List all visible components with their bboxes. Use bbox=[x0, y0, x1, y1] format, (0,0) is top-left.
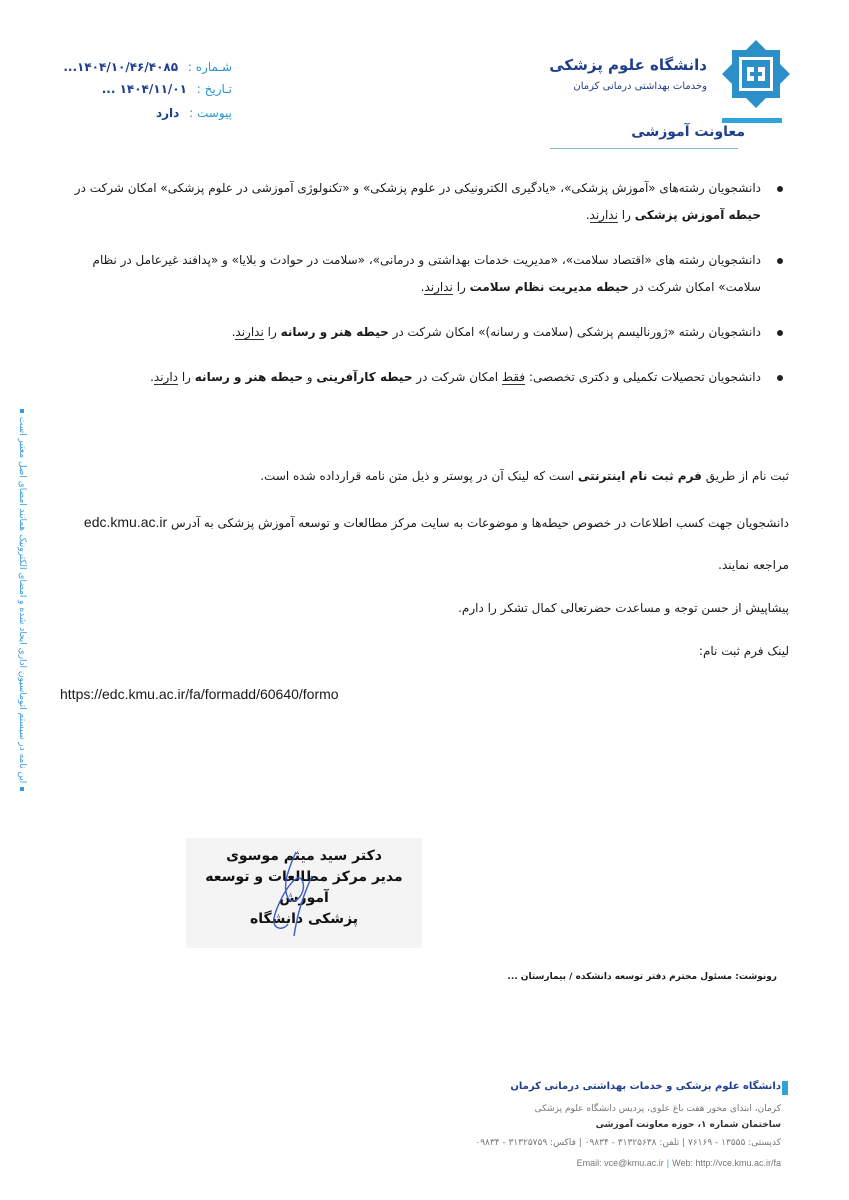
bullet-text: . bbox=[585, 208, 590, 222]
thanks-paragraph: پیشاپیش از حسن توجه و مساعدت حضرتعالی کمال تشکر را دارم. bbox=[458, 601, 789, 615]
bullet-field-name: حیطه مدیریت نظام سلامت bbox=[469, 280, 629, 294]
bullet-emphasis: ندارند bbox=[424, 280, 453, 294]
footer-website[interactable]: Web: http://vce.kmu.ac.ir/fa bbox=[672, 1158, 781, 1168]
letter-attachment-label: پیوست : bbox=[189, 106, 232, 120]
registration-form-link[interactable]: https://edc.kmu.ac.ir/fa/formadd/60640/formo bbox=[60, 686, 339, 702]
footer-separator: | bbox=[666, 1158, 670, 1168]
bullet-text: و bbox=[302, 370, 317, 384]
letter-date bbox=[102, 82, 232, 96]
note-text: این نامه در سیستم اتوماسیون اداری ایجاد شده و امضای الکترونیک همانند امضای اصل معتبر است bbox=[17, 416, 27, 784]
letter-attachment bbox=[156, 106, 232, 120]
university-subtitle: وخدمات بهداشتی درمانی کرمان bbox=[573, 81, 707, 92]
bullet-dot bbox=[777, 330, 783, 336]
bullet-field-name: حیطه هنر و رسانه bbox=[280, 325, 389, 339]
footer-accent-bar bbox=[782, 1081, 788, 1095]
list-item bbox=[60, 319, 789, 346]
footer-web-contact bbox=[577, 1158, 781, 1168]
university-logo bbox=[722, 40, 790, 108]
bullet-emphasis: دارند bbox=[153, 370, 179, 384]
signatory-title: مدیر مرکز مطالعات و توسعه آموزش bbox=[205, 869, 403, 906]
letter-date-value: ۱۴۰۴/۱۱/۰۱ ... bbox=[101, 82, 187, 96]
letter-date-label: تـاریخ : bbox=[196, 82, 232, 96]
bullet-text: را bbox=[263, 325, 281, 339]
bullet-text: امکان شرکت در bbox=[412, 370, 502, 384]
refer-paragraph: مراجعه نمایند. bbox=[718, 558, 789, 572]
form-link-label: لینک فرم ثبت نام: bbox=[698, 644, 789, 658]
bullet-field-name: حیطه هنر و رسانه bbox=[194, 370, 303, 384]
signatory-title-cont: پزشکی دانشگاه bbox=[249, 911, 359, 927]
paragraph-text: ثبت نام از طریق bbox=[701, 469, 789, 483]
footer-email[interactable]: Email: vce@kmu.ac.ir bbox=[576, 1158, 664, 1168]
bullet-text: دانشجویان رشته های «اقتصاد سلامت»، «مدیریت خدمات بهداشتی و درمانی»، «سلامت در حوادث و بلایا» و «پدافند غیرعامل در نظام سلامت» امکان شرکت در bbox=[92, 253, 761, 294]
list-item bbox=[60, 175, 789, 229]
list-item bbox=[60, 247, 789, 301]
bullet-text: را bbox=[452, 280, 470, 294]
footer-title: دانشگاه علوم پزشکی و خدمات بهداشتی درمانی کرمان bbox=[510, 1081, 781, 1092]
department-title: معاونت آموزشی bbox=[631, 124, 745, 140]
bullet-emphasis: ندارند bbox=[589, 208, 618, 222]
bullet-text: . bbox=[150, 370, 154, 384]
signatory-name: دکتر سید میثم موسوی bbox=[226, 848, 382, 864]
bullet-text: دانشجویان تحصیلات تکمیلی و دکتری تخصصی: bbox=[525, 370, 761, 384]
bullet-field-name: حیطه کارآفرینی bbox=[316, 370, 413, 384]
list-item bbox=[60, 364, 789, 391]
bullet-text: دانشجویان رشته «ژورنالیسم پزشکی (سلامت و رسانه)» امکان شرکت در bbox=[388, 325, 761, 339]
letter-number-value: ۱۴۰۴/۱۰/۴۶/۴۰۸۵... bbox=[63, 60, 179, 74]
website-address[interactable]: edc.kmu.ac.ir bbox=[83, 514, 168, 530]
bullet-field-name: حیطه آموزش پزشکی bbox=[634, 208, 761, 222]
footer-contact: کدپستی: ۱۳۵۵۵ - ۷۶۱۶۹ | تلفن: ۳۱۳۲۵۶۳۸ - ۰۹۸۳۴ | فاکس: ۳۱۳۲۵۷۵۹ - ۰۹۸۳۴ bbox=[475, 1138, 781, 1148]
letter-number bbox=[63, 60, 232, 74]
info-paragraph bbox=[60, 513, 789, 532]
eligibility-list bbox=[60, 175, 789, 409]
header-divider bbox=[550, 148, 738, 149]
bullet-text: . bbox=[231, 325, 236, 339]
footer-address: کرمان، ابتدای محور هفت باغ علوی، پردیس دانشگاه علوم پزشکی bbox=[534, 1104, 781, 1114]
registration-form-name: فرم ثبت نام اینترنتی bbox=[577, 469, 702, 483]
note-marker bbox=[21, 787, 25, 791]
bullet-emphasis: ندارند bbox=[235, 325, 264, 339]
bullet-emphasis: فقط bbox=[501, 370, 526, 384]
paragraph-text: دانشجویان جهت کسب اطلاعات در خصوص حیطه‌ها و موضوعات به سایت مرکز مطالعات و توسعه آموزش پزشکی به آدرس bbox=[171, 516, 789, 530]
letter-attachment-value: دارد bbox=[155, 106, 180, 120]
bullet-dot bbox=[777, 375, 783, 381]
footer-building: ساختمان شماره ۱، حوزه معاونت آموزشی bbox=[595, 1120, 781, 1130]
paragraph-text: است که لینک آن در پوستر و ذیل متن نامه قرارداده شده است. bbox=[260, 469, 578, 483]
registration-paragraph bbox=[60, 467, 789, 485]
carbon-copy-line: رونوشت: مسئول محترم دفتر توسعه دانشکده / بیمارستان ... bbox=[507, 972, 777, 982]
bullet-text: را bbox=[178, 370, 195, 384]
bullet-dot bbox=[777, 186, 783, 192]
header-accent-bar bbox=[722, 118, 782, 123]
note-marker bbox=[21, 409, 25, 413]
bullet-text: . bbox=[420, 280, 425, 294]
electronic-signature-note bbox=[13, 300, 27, 900]
university-name: دانشگاه علوم پزشکی bbox=[549, 56, 707, 74]
bullet-dot bbox=[777, 258, 783, 264]
handwritten-signature bbox=[258, 846, 338, 942]
bullet-text: را bbox=[617, 208, 635, 222]
letter-number-label: شـماره : bbox=[187, 60, 232, 74]
bullet-text: دانشجویان رشته‌های «آموزش پزشکی»، «یادگیری الکترونیکی در علوم پزشکی» و «تکنولوژی آموزشی در علوم پزشکی» امکان شرکت در bbox=[74, 181, 761, 195]
